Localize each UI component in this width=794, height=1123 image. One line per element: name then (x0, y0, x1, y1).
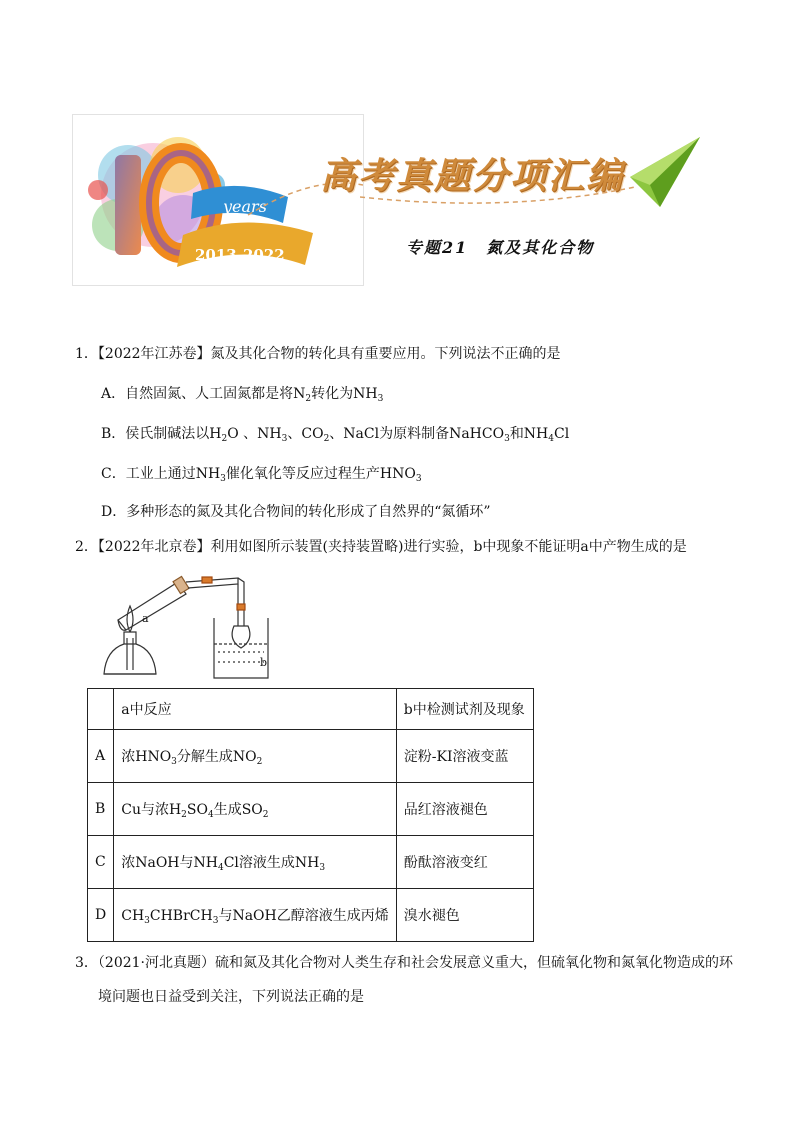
q1-option-b: B．侯氏制碱法以$H_2O$ 、$NH_3$、$CO_2$、NaCl为原料制备NaHCO$_3$和$NH_4Cl$ (101, 426, 570, 444)
table-row (88, 730, 534, 783)
q3-stem-line2: 境问题也日益受到关注，下列说法正确的是 (98, 989, 364, 1005)
row-label: C (88, 836, 114, 889)
logo-word: years (223, 197, 267, 216)
q1-stem: 1．【2022年江苏卷】氮及其化合物的转化具有重要应用。下列说法不正确的是 (75, 346, 561, 362)
q3-stem-line1: 3．（2021·河北真题）硫和氮及其化合物对人类生存和社会发展意义重大，但硫氧化物和氮氧化物造成的环 (75, 955, 733, 971)
ten-years-logo-icon (73, 115, 363, 285)
banner-logo (72, 114, 364, 286)
fig-label-b: b (260, 656, 268, 669)
header-reaction: a中反应 (114, 689, 397, 730)
row-label: D (88, 889, 114, 942)
q1-option-a: A．自然固氮、人工固氮都是将$N_2$转化为$NH_3$ (101, 386, 384, 404)
row-label: A (88, 730, 114, 783)
row-reaction: $CH_3CHBrCH_3$与NaOH乙醇溶液生成丙烯 (114, 889, 397, 942)
q2-stem: 2．【2022年北京卷】利用如图所示装置(夹持装置略)进行实验，b中现象不能证明a中产物生成的是 (75, 539, 687, 555)
apparatus-figure (96, 566, 286, 686)
topic-subtitle: 专题21 氮及其化合物 (406, 238, 595, 257)
row-label: B (88, 783, 114, 836)
row-test: 品红溶液褪色 (396, 783, 533, 836)
table-cell (88, 689, 114, 730)
row-reaction: 浓$HNO_3$分解生成$NO_2$ (114, 730, 397, 783)
row-test: 淀粉-KI溶液变蓝 (396, 730, 533, 783)
row-reaction: 浓NaOH与$NH_4Cl$溶液生成$NH_3$ (114, 836, 397, 889)
banner-title: 高考真题分项汇编 (320, 155, 625, 197)
row-test: 溴水褪色 (396, 889, 533, 942)
paper-plane-icon (360, 135, 705, 215)
header-test: b中检测试剂及现象 (396, 689, 533, 730)
table-row (88, 889, 534, 942)
q1-option-d: D．多种形态的氮及其化合物间的转化形成了自然界的“氮循环” (101, 504, 491, 520)
table-row (88, 783, 534, 836)
row-test: 酚酞溶液变红 (396, 836, 533, 889)
fig-label-a: a (142, 612, 149, 625)
q2-table (87, 688, 534, 942)
table-header-row (88, 689, 534, 730)
logo-range: 2013-2022 (195, 246, 285, 264)
row-reaction: Cu与浓$H_2SO_4$生成$SO_2$ (114, 783, 397, 836)
table-row (88, 836, 534, 889)
q1-option-c: C．工业上通过$NH_3$催化氧化等反应过程生产$HNO_3$ (101, 466, 422, 484)
